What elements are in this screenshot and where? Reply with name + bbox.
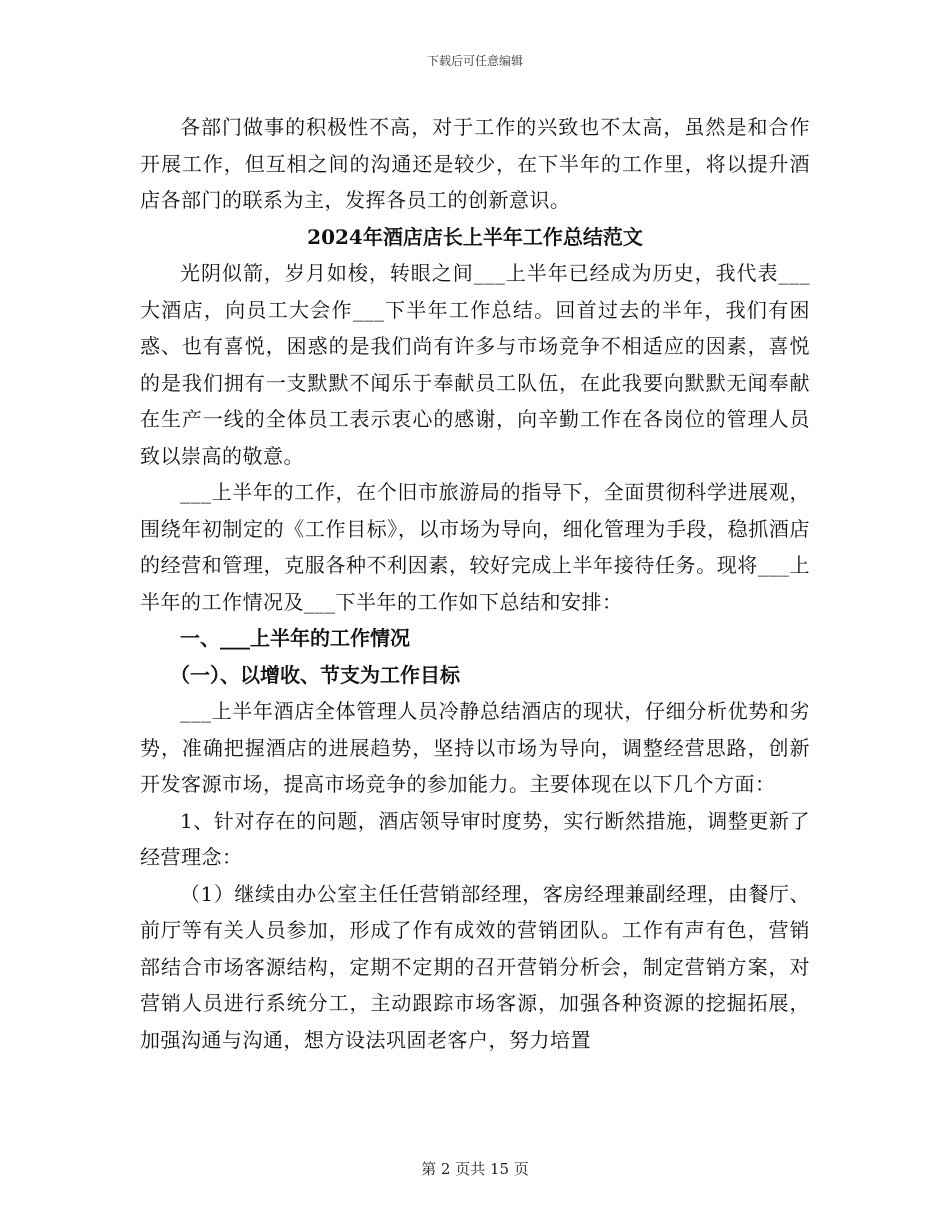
paragraph-intro: 光阴似箭，岁月如梭，转眼之间___上半年已经成为历史，我代表___大酒店，向员工大会作___下半年工作总结。回首过去的半年，我们有困惑、也有喜悦，困惑的是我们尚有许多与市场竞争不相适应的因素，喜悦的是我们拥有一支默默不闻乐于奉献员工队伍，在此我要向默默无闻奉献在生产一线的全体员工表示衷心的感谢，向辛勤工作在各岗位的管理人员致以崇高的敬意。	[140, 261, 810, 468]
paragraph-item-1-1: （1）继续由办公室主任任营销部经理，客房经理兼副经理，由餐厅、前厅等有关人员参加，形成了作有成效的营销团队。工作有声有色，营销部结合市场客源结构，定期不定期的召开营销分析会，制定营销方案，对营销人员进行系统分工，主动跟踪市场客源，加强各种资源的挖掘拓展，加强沟通与沟通，想方设法巩固老客户，努力培置	[140, 881, 810, 1052]
subsection-heading: （一）、以增收、节支为工作目标	[170, 662, 460, 687]
paragraph-item-1: 1、针对存在的问题，酒店领导审时度势，实行断然措施，调整更新了经营理念：	[140, 808, 810, 869]
paragraph-continued: 各部门做事的积极性不高，对于工作的兴致也不太高，虽然是和合作开展工作，但互相之间的沟通还是较少，在下半年的工作里，将以提升酒店各部门的联系为主，发挥各员工的创新意识。	[140, 115, 810, 212]
document-title: 2024年酒店店长上半年工作总结范文	[307, 224, 643, 249]
document-body	[140, 109, 810, 1058]
page-footer: 第 2 页共 15 页	[421, 1160, 529, 1178]
paragraph-overview: ___上半年的工作，在个旧市旅游局的指导下，全面贯彻科学进展观，围绕年初制定的《工作目标》，以市场为导向，细化管理为手段，稳抓酒店的经营和管理，克服各种不利因素，较好完成上半年接待任务。现将___上半年的工作情况及___下半年的工作如下总结和安排：	[140, 480, 810, 614]
paragraph-summary: ___上半年酒店全体管理人员冷静总结酒店的现状，仔细分析优势和劣势，准确把握酒店的进展趋势，坚持以市场为导向，调整经营思路，创新开发客源市场，提高市场竞争的参加能力。主要体现在以下几个方面：	[140, 699, 810, 796]
section-heading: 一、___上半年的工作情况	[180, 626, 410, 650]
page-header: 下载后可任意编辑	[426, 54, 523, 68]
